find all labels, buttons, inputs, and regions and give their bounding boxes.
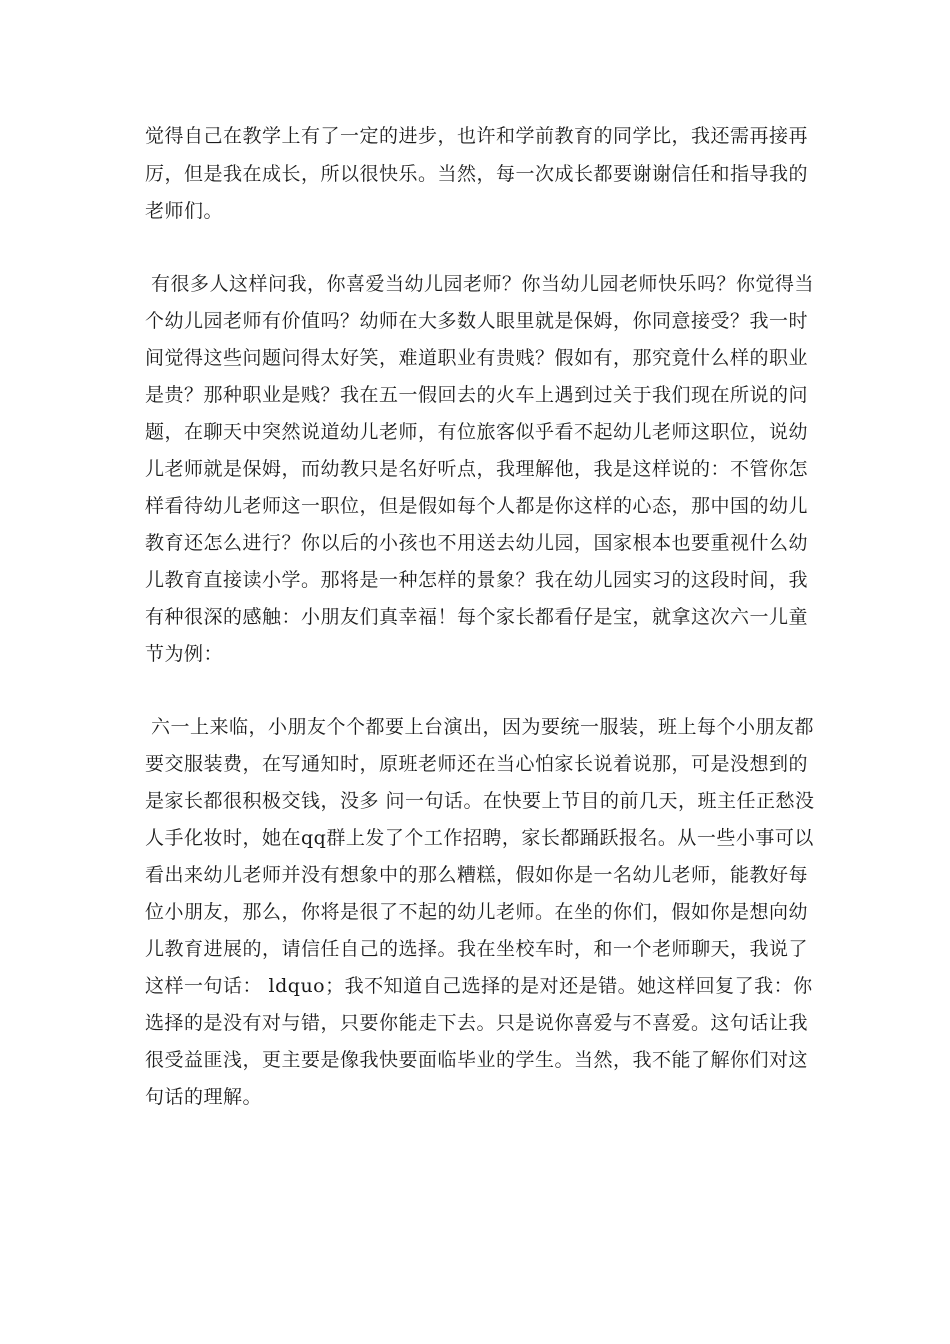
paragraph-3-line-6: 位小朋友，那么，你将是很了不起的幼儿老师。在坐的你们，假如你是想向幼: [145, 901, 809, 923]
paragraph-2-line-7: 样看待幼儿老师这一职位，但是假如每个人都是你这样的心态，那中国的幼儿: [145, 495, 809, 517]
paragraph-3-line-5: 看出来幼儿老师并没有想象中的那么糟糕，假如你是一名幼儿老师，能教好每: [145, 864, 809, 886]
paragraph-3-line-2: 要交服装费，在写通知时，原班老师还在当心怕家长说着说那，可是没想到的: [145, 753, 809, 775]
paragraph-1-line-2: 厉，但是我在成长，所以很快乐。当然，每一次成长都要谢谢信任和指导我的: [145, 163, 809, 185]
paragraph-3-line-11: 句话的理解。: [145, 1086, 263, 1108]
paragraph-2-line-3: 间觉得这些问题问得太好笑，难道职业有贵贱？假如有，那究竟什么样的职业: [145, 347, 809, 369]
paragraph-2-line-9: 儿教育直接读小学。那将是一种怎样的景象？我在幼儿园实习的这段时间，我: [145, 569, 809, 591]
paragraph-2-line-6: 儿老师就是保姆，而幼教只是名好听点，我理解他，我是这样说的：不管你怎: [145, 458, 809, 480]
paragraph-3-line-4: 人手化妆时，她在qq群上发了个工作招聘，家长都踊跃报名。从一些小事可以: [145, 827, 814, 849]
paragraph-1-line-1: 觉得自己在教学上有了一定的进步，也许和学前教育的同学比，我还需再接再: [145, 125, 809, 147]
paragraph-2-line-11: 节为例：: [145, 643, 224, 665]
paragraph-3-line-3: 是家长都很积极交钱，没多 问一句话。在快要上节目的前几天，班主任正愁没: [145, 790, 815, 812]
paragraph-2-line-10: 有种很深的感触：小朋友们真幸福！每个家长都看仔是宝，就拿这次六一儿童: [145, 606, 809, 628]
paragraph-3-line-7: 儿教育进展的，请信任自己的选择。我在坐校车时，和一个老师聊天，我说了: [145, 938, 809, 960]
paragraph-3-line-1: 六一上来临，小朋友个个都要上台演出，因为要统一服装，班上每个小朋友都: [151, 716, 815, 738]
paragraph-2-line-1: 有很多人这样问我，你喜爱当幼儿园老师？你当幼儿园老师快乐吗？你觉得当: [151, 273, 815, 295]
paragraph-2-line-4: 是贵？那种职业是贱？我在五一假回去的火车上遇到过关于我们现在所说的问: [145, 384, 809, 406]
paragraph-2-line-8: 教育还怎么进行？你以后的小孩也不用送去幼儿园，国家根本也要重视什么幼: [145, 532, 809, 554]
paragraph-1-line-3: 老师们。: [145, 200, 224, 222]
paragraph-3-line-9: 选择的是没有对与错，只要你能走下去。只是说你喜爱与不喜爱。这句话让我: [145, 1012, 809, 1034]
paragraph-3-line-10: 很受益匪浅，更主要是像我快要面临毕业的学生。当然，我不能了解你们对这: [145, 1049, 809, 1071]
paragraph-2-line-5: 题，在聊天中突然说道幼儿老师，有位旅客似乎看不起幼儿老师这职位，说幼: [145, 421, 809, 443]
paragraph-2-line-2: 个幼儿园老师有价值吗？幼师在大多数人眼里就是保姆，你同意接受？我一时: [145, 310, 809, 332]
paragraph-3-line-8: 这样一句话： ldquo；我不知道自己选择的是对还是错。她这样回复了我：你: [145, 975, 813, 997]
